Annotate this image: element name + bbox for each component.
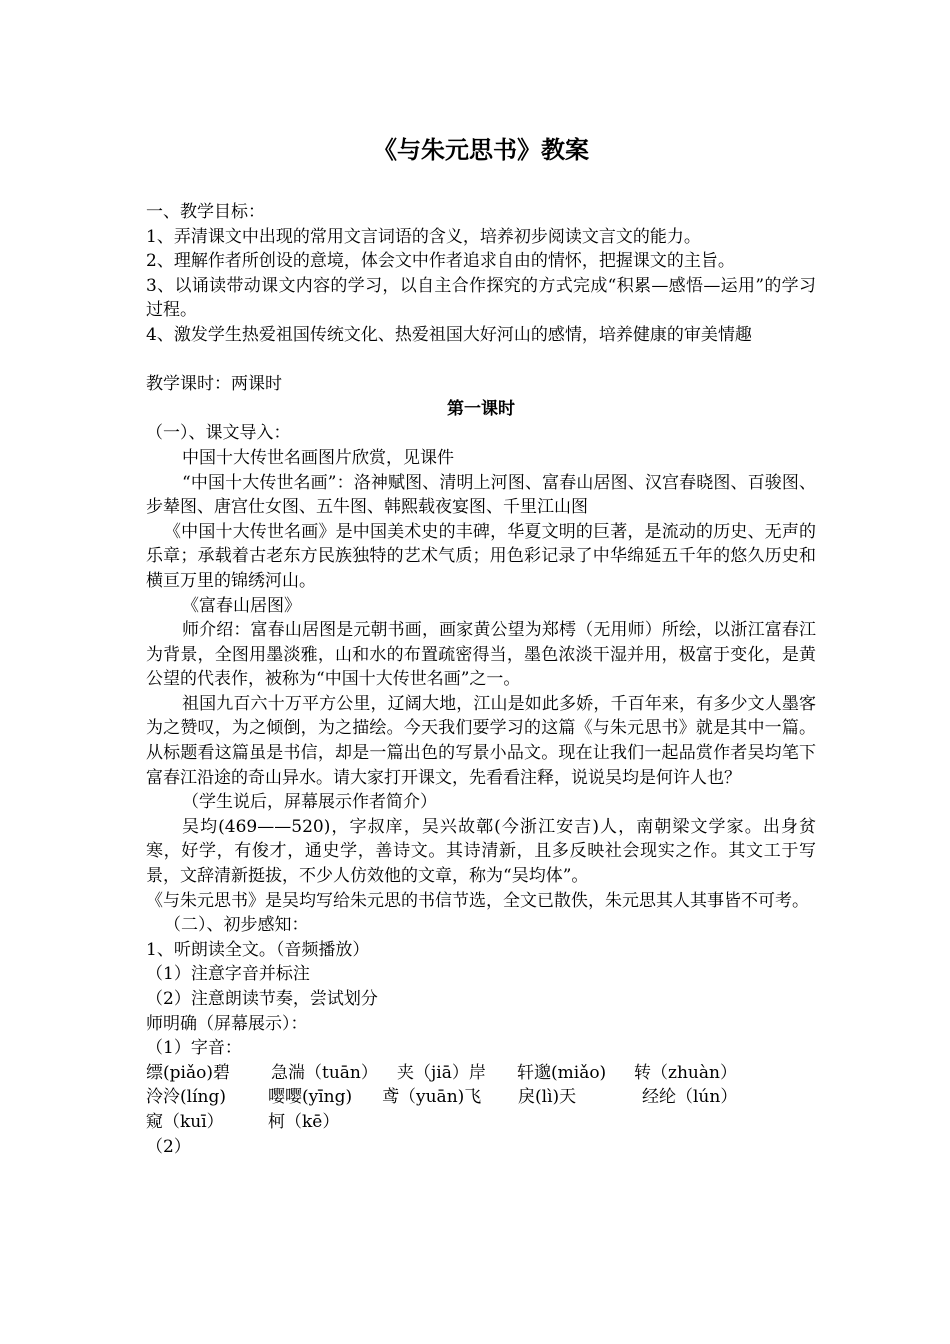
intro-paragraph: “中国十大传世名画”：洛神赋图、清明上河图、富春山居图、汉宫春晓图、百骏图、步辇图、唐宫仕女图、五牛图、韩熙载夜宴图、千里江山图 (146, 472, 816, 518)
intro-heading: （一）、课文导入： (146, 423, 291, 444)
numbered-item: （2） (146, 1136, 191, 1157)
author-intro: 吴均(469——520)，字叔庠，吴兴故鄣(今浙江安吉)人，南朝梁文学家。出身贫寒，好学，有俊才，通史学，善诗文。其诗清新，且多反映社会现实之作。其文工于写景，文辞清新挺拔，不少人仿效他的文章，称为“吴均体”。 (146, 816, 816, 887)
document-title: 《与朱元思书》教案 (373, 135, 589, 164)
objective-item-3: 3、以诵读带动课文内容的学习，以自主合作探究的方式完成“积累—感悟—运用”的学习过程。 (146, 275, 816, 321)
objectives-heading: 一、教学目标： (146, 202, 265, 222)
phonetic-entry: 嘤嘤(yīng) (268, 1087, 353, 1108)
teaching-hours: 教学课时：两课时 (146, 374, 282, 395)
phonetic-entry: 泠泠(líng) (146, 1087, 226, 1108)
phonetic-entry: 柯（kē） (268, 1111, 340, 1132)
blank-line (146, 348, 816, 373)
phonetics-row (146, 1085, 816, 1110)
intro-paragraph: （学生说后，屏幕展示作者简介） (182, 792, 437, 813)
phonetic-entry: 转（zhuàn） (634, 1062, 737, 1083)
phonetic-entry: 经纶（lún） (642, 1087, 738, 1108)
intro-paragraph: 《富春山居图》 (182, 595, 301, 616)
perception-sub-item: （2）注意朗读节奏，尝试划分 (146, 989, 378, 1009)
phonetics-row (146, 1110, 816, 1135)
intro-paragraph: 《中国十大传世名画》是中国美术史的丰碑，华夏文明的巨著，是流动的历史、无声的乐章；承载着古老东方民族独特的艺术气质；用色彩记录了中华绵延五千年的悠久历史和横亘万里的锦绣河山。 (146, 521, 816, 591)
perception-heading: （二）、初步感知： (164, 915, 309, 936)
document-body (146, 200, 816, 1159)
intro-paragraph: 祖国九百六十万平方公里，辽阔大地，江山是如此多娇，千百年来，有多少文人墨客为之赞叹，为之倾倒，为之描绘。今天我们要学习的这篇《与朱元思书》就是其中一篇。从标题看这篇虽是书信，却是一篇出色的写景小品文。现在让我们一起品赏作者吴均笔下富春江沿途的奇山异水。请大家打开课文，先看看注释，说说吴均是何许人也？ (146, 693, 816, 788)
lesson-heading: 第一课时 (447, 398, 515, 419)
intro-paragraph: 《与朱元思书》是吴均写给朱元思的书信节选，全文已散佚，朱元思其人其事皆不可考。 (146, 890, 809, 911)
perception-sub-item: （1）注意字音并标注 (146, 964, 310, 985)
phonetic-entry: 轩邈(miǎo) (517, 1062, 607, 1083)
objective-item-2: 2、理解作者所创设的意境，体会文中作者追求自由的情怀，把握课文的主旨。 (146, 251, 735, 272)
perception-step: 1、听朗读全文。（音频播放） (146, 939, 370, 960)
phonetic-entry: 缥(piǎo)碧 (146, 1062, 230, 1083)
phonetic-entry: 急湍（tuān） (271, 1062, 378, 1083)
phonetics-row (146, 1061, 816, 1086)
intro-paragraph: 中国十大传世名画图片欣赏，见课件 (182, 447, 454, 468)
phonetic-entry: 鸢（yuān)飞 (382, 1087, 482, 1108)
phonetics-heading: （1）字音： (146, 1038, 242, 1059)
teacher-clarification: 师明确（屏幕展示）： (146, 1013, 308, 1034)
phonetic-entry: 窥（kuī） (146, 1111, 224, 1132)
objective-item-1: 1、弄清课文中出现的常用文言词语的含义，培养初步阅读文言文的能力。 (146, 226, 701, 247)
intro-paragraph: 师介绍：富春山居图是元朝书画，画家黄公望为郑樗（无用师）所绘，以浙江富春江为背景，全图用墨淡雅，山和水的布置疏密得当，墨色浓淡干湿并用，极富于变化，是黄公望的代表作，被称为“中国十大传世名画”之一。 (146, 620, 816, 690)
objective-item-4: 4、激发学生热爱祖国传统文化、热爱祖国大好河山的感情，培养健康的审美情趣 (146, 324, 752, 345)
phonetic-entry: 夹（jiā）岸 (397, 1062, 486, 1083)
phonetic-entry: 戾(lì)天 (518, 1087, 577, 1108)
